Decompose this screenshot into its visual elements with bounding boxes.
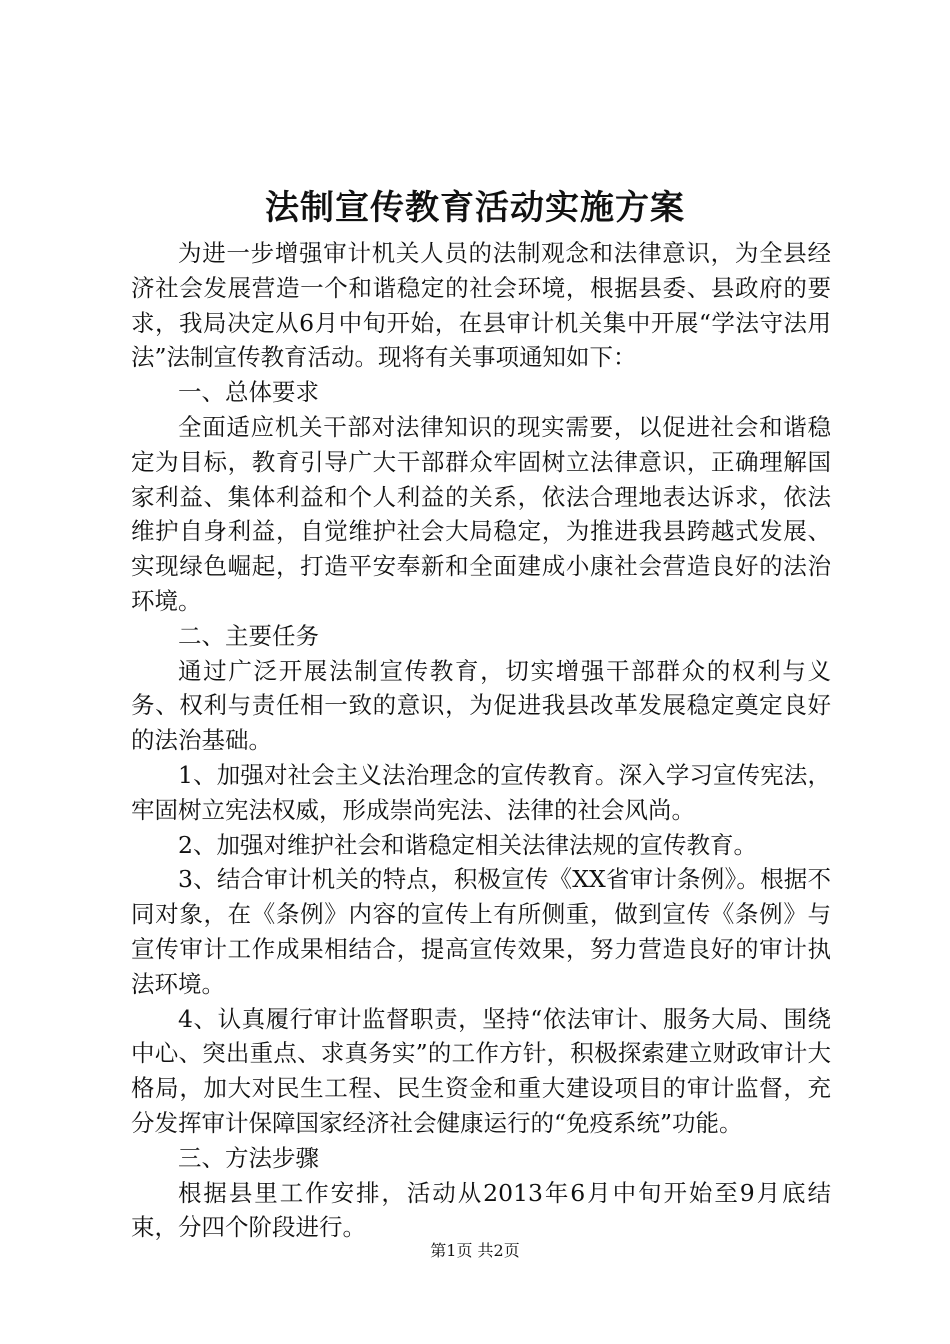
section-heading-methods-steps: 三、方法步骤 bbox=[178, 1143, 319, 1172]
document-title: 法制宣传教育活动实施方案 bbox=[265, 188, 685, 228]
section-heading-main-tasks: 二、主要任务 bbox=[178, 621, 319, 650]
task-item-4: 4、认真履行审计监督职责，坚持“依法审计、服务大局、围绕中心、突出重点、求真务实”的工作方针，积极探索建立财政审计大格局，加大对民生工程、民生资金和重大建设项目的审计监督，充分发挥审计保障国家经济社会健康运行的“免疫系统”功能。 bbox=[131, 1004, 831, 1137]
main-tasks-paragraph: 通过广泛开展法制宣传教育，切实增强干部群众的权利与义务、权利与责任相一致的意识，为促进我县改革发展稳定奠定良好的法治基础。 bbox=[131, 656, 831, 755]
general-requirements-paragraph: 全面适应机关干部对法律知识的现实需要，以促进社会和谐稳定为目标，教育引导广大干部群众牢固树立法律意识，正确理解国家利益、集体利益和个人利益的关系，依法合理地表达诉求，依法维护自身利益，自觉维护社会大局稳定，为推进我县跨越式发展、实现绿色崛起，打造平安奉新和全面建成小康社会营造良好的法治环境。 bbox=[131, 412, 831, 615]
task-item-3: 3、结合审计机关的特点，积极宣传《XX省审计条例》。根据不同对象，在《条例》内容的宣传上有所侧重，做到宣传《条例》与宣传审计工作成果相结合，提高宣传效果，努力营造良好的审计执法环境。 bbox=[131, 865, 831, 998]
document-body bbox=[131, 236, 831, 1245]
methods-steps-paragraph: 根据县里工作安排，活动从2013年6月中旬开始至9月底结束，分四个阶段进行。 bbox=[131, 1178, 831, 1242]
section-heading-general-requirements: 一、总体要求 bbox=[178, 378, 319, 407]
task-item-1: 1、加强对社会主义法治理念的宣传教育。深入学习宣传宪法，牢固树立宪法权威，形成崇尚宪法、法律的社会风尚。 bbox=[131, 760, 831, 824]
task-item-2: 2、加强对维护社会和谐稳定相关法律法规的宣传教育。 bbox=[178, 830, 757, 859]
page-footer: 第1页 共2页 bbox=[430, 1241, 520, 1260]
intro-paragraph: 为进一步增强审计机关人员的法制观念和法律意识，为全县经济社会发展营造一个和谐稳定的社会环境，根据县委、县政府的要求，我局决定从6月中旬开始，在县审计机关集中开展“学法守法用法”法制宣传教育活动。现将有关事项通知如下： bbox=[131, 239, 831, 372]
